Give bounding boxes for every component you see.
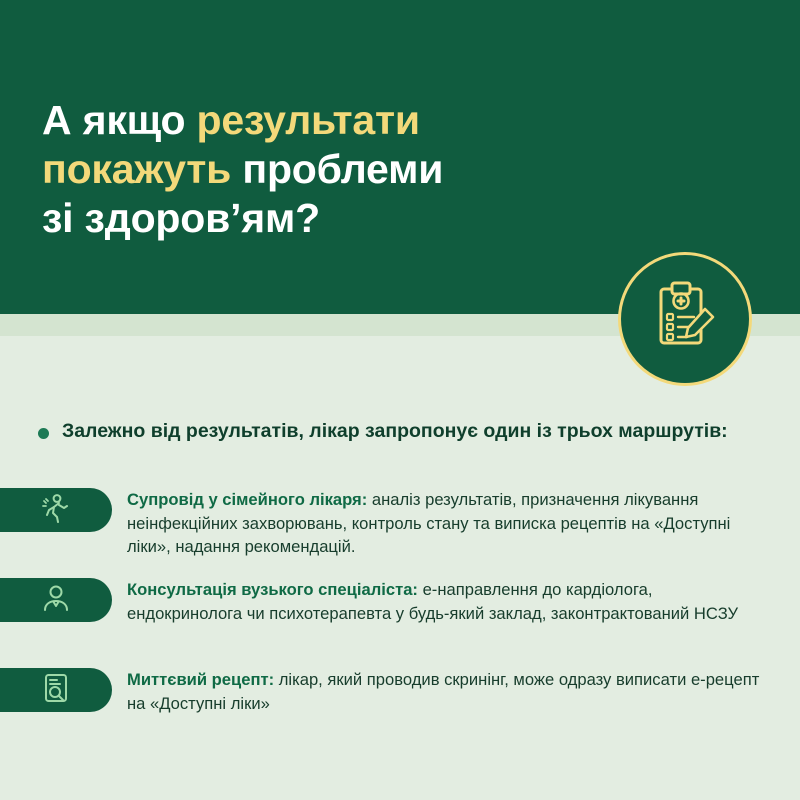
route-description: е-направлення до кардіолога, ендокринолога чи психотерапевта у будь-який заклад, законтрактований НСЗУ (127, 580, 739, 623)
route-item (0, 578, 800, 652)
running-person-icon (39, 493, 73, 528)
title-line3: зі здоров’ям? (42, 195, 320, 242)
intro-bullet (38, 418, 738, 444)
route-text (127, 668, 800, 715)
route-text (127, 488, 800, 559)
title-line2-plain: проблеми (231, 146, 444, 193)
footer-space (0, 742, 800, 800)
title-line1-plain: А якщо (42, 97, 197, 143)
route-icon-pill (0, 578, 112, 622)
route-text (127, 578, 800, 625)
title-line2-highlight: покажуть (42, 146, 232, 193)
route-description: аналіз результатів, призначення лікування неінфекційних захворювань, контроль стану та виписка рецептів на «Доступні ліки», надання рекомендацій. (127, 490, 731, 557)
route-term: Супровід у сімейного лікаря: (127, 490, 368, 509)
medical-checklist-icon (647, 279, 723, 360)
bullet-dot-icon (38, 428, 49, 439)
medical-checklist-badge (618, 252, 752, 386)
route-item (0, 668, 800, 742)
route-icon-pill (0, 488, 112, 532)
title-line1-highlight: результати (196, 97, 420, 143)
route-term: Миттєвий рецепт: (127, 670, 275, 689)
intro-text: Залежно від результатів, лікар запропонує один із трьох маршрутів: (62, 420, 728, 442)
routes-list (0, 488, 800, 758)
route-term: Консультація вузького спеціаліста: (127, 580, 418, 599)
prescription-search-icon (41, 672, 71, 709)
page-title (42, 96, 662, 244)
doctor-icon (40, 583, 72, 618)
route-item (0, 488, 800, 562)
route-description: лікар, який проводив скринінг, може одразу виписати е-рецепт на «Доступні ліки» (127, 670, 760, 713)
route-icon-pill (0, 668, 112, 712)
